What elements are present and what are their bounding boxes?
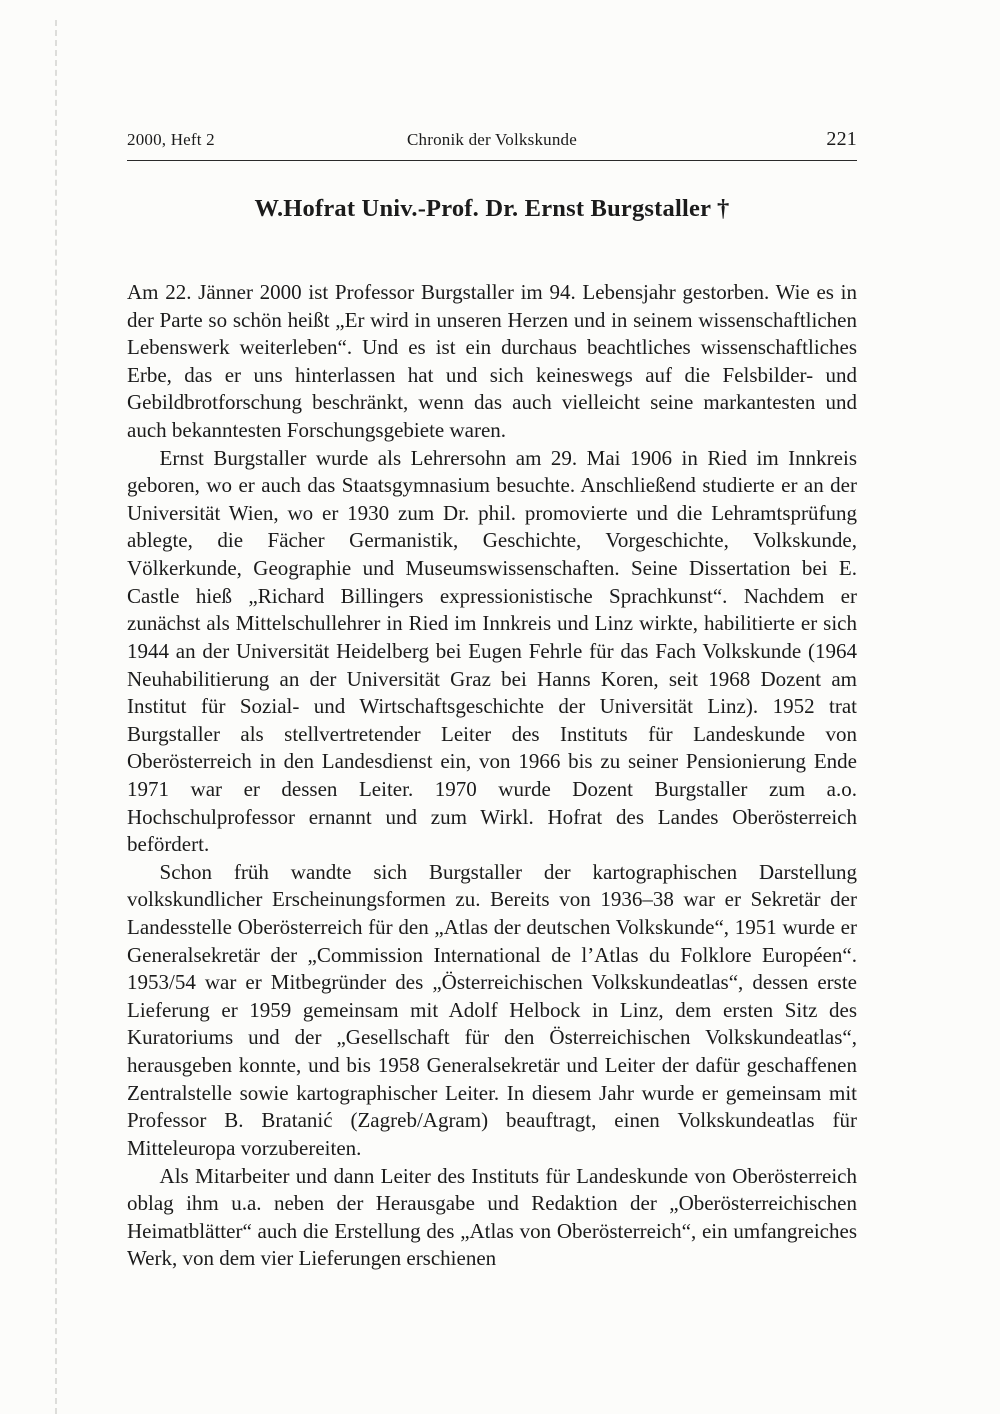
paragraph-4: Als Mitarbeiter und dann Leiter des Instituts für Landeskunde von Oberösterreich oblag ihm u.a. neben der Herausgabe und Redaktion der „Oberösterreichischen Heimatblätter“ auch die Erstellung des „Atlas von Oberösterreich“, ein umfangreiches Werk, von dem vier Lieferungen erschienen: [127, 1163, 857, 1271]
obituary-text: [127, 279, 857, 1273]
paragraph-1: Am 22. Jänner 2000 ist Professor Burgstaller im 94. Lebensjahr gestorben. Wie es in der Parte so schön heißt „Er wird in unseren Herzen und in seinem wissenschaftlichen Lebenswerk weiterleben“. Und es ist ein durchaus beachtliches wissenschaftliches Erbe, das er uns hinterlassen hat und sich keineswegs auf die Felsbilder- und Gebildbrotforschung beschränkt, wenn das auch vielleicht seine markantesten und auch bekanntesten Forschungsgebiete waren.: [127, 280, 857, 443]
header-issue: 2000, Heft 2: [127, 130, 215, 149]
header-page-number: 221: [826, 128, 857, 150]
header-journal-title: Chronik der Volkskunde: [407, 130, 577, 149]
running-header: [127, 128, 857, 151]
header-rule: [127, 160, 857, 161]
article-title: W.Hofrat Univ.-Prof. Dr. Ernst Burgstaller †: [254, 195, 730, 222]
paragraph-2: Ernst Burgstaller wurde als Lehrersohn am 29. Mai 1906 in Ried im Innkreis geboren, wo er auch das Staatsgymnasium besuchte. Anschließend studierte er an der Universität Wien, wo er 1930 zum Dr. phil. promovierte und die Lehramtsprüfung ablegte, die Fächer Germanistik, Geschichte, Vorgeschichte, Volkskunde, Völkerkunde, Geographie und Museumswissenschaften. Seine Dissertation bei E. Castle hieß „Richard Billingers expressionistische Sprachkunst“. Nachdem er zunächst als Mittelschullehrer in Ried im Innkreis und Linz wirkte, habilitierte er sich 1944 an der Universität Heidelberg bei Eugen Fehrle für das Fach Volkskunde (1964 Neuhabilitierung an der Universität Graz bei Hanns Koren, seit 1968 Dozent am Institut für Sozial- und Wirtschaftsgeschichte der Universität Linz). 1952 trat Burgstaller als stellvertretender Leiter des Instituts für Landeskunde von Oberösterreich in den Landesdienst ein, von 1966 bis zu seiner Pensionierung Ende 1971 war er dessen Leiter. 1970 wurde Dozent Burgstaller zum a.o. Hochschulprofessor ernannt und zum Wirkl. Hofrat des Landes Oberösterreich befördert.: [127, 445, 857, 857]
paragraph-3: Schon früh wandte sich Burgstaller der kartographischen Darstellung volkskundlicher Erscheinungsformen zu. Bereits von 1936–38 war er Sekretär der Landesstelle Oberösterreich für den „Atlas der deutschen Volkskunde“, 1951 wurde er Generalsekretär der „Commission International de l’Atlas du Folklore Européen“. 1953/54 war er Mitbegründer des „Österreichischen Volkskundeatlas“, dessen erste Lieferung er 1959 gemeinsam mit Adolf Helbock in Linz, dem ersten Sitz des Kuratoriums und der „Gesellschaft für den Österreichischen Volkskundeatlas“, herausgeben konnte, und bis 1958 Generalsekretär und Leiter der dafür geschaffenen Zentralstelle sowie kartographischer Leiter. In diesem Jahr wurde er gemeinsam mit Professor B. Bratanić (Zagreb/Agram) beauftragt, einen Volkskundeatlas für Mitteleuropa vorzubereiten.: [127, 859, 857, 1160]
page-content: [127, 128, 857, 1273]
binding-edge-line: [55, 20, 57, 1414]
